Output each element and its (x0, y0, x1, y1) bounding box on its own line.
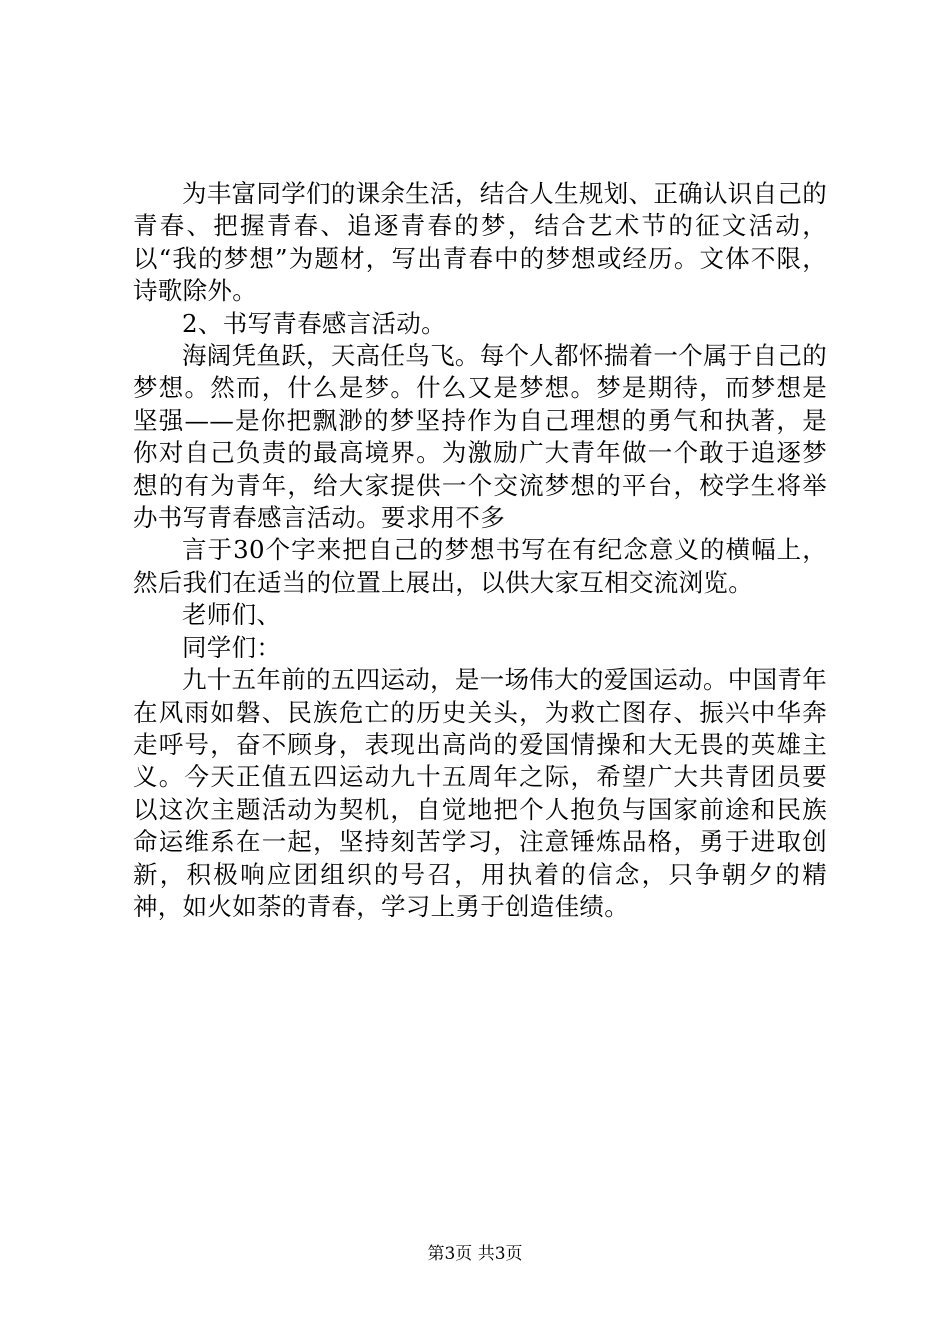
paragraph-essay-activity: 为丰富同学们的课余生活，结合人生规划、正确认识自己的青春、把握青春、追逐青春的梦，结合艺术节的征文活动，以“我的梦想”为题材，写出青春中的梦想或经历。文体不限，诗歌除外。 (133, 179, 827, 306)
paragraph-salutation-students: 同学们： (182, 632, 282, 662)
document-body (133, 178, 827, 923)
paragraph-banner-requirement: 言于30个字来把自己的梦想书写在有纪念意义的横幅上，然后我们在适当的位置上展出，以供大家互相交流浏览。 (133, 535, 827, 597)
paragraph-may-fourth: 九十五年前的五四运动，是一场伟大的爱国运动。中国青年在风雨如磐、民族危亡的历史关头，为救亡图存、振兴中华奔走呼号，奋不顾身，表现出高尚的爱国情操和大无畏的英雄主义。今天正值五四运动九十五周年之际，希望广大共青团员要以这次主题活动为契机，自觉地把个人抱负与国家前途和民族命运维系在一起，坚持刻苦学习，注意锤炼品格，勇于进取创新，积极响应团组织的号召，用执着的信念，只争朝夕的精神，如火如荼的青春，学习上勇于创造佳绩。 (133, 665, 827, 921)
page-number-footer: 第3页 共3页 (427, 1244, 523, 1264)
paragraph-dream-intro: 海阔凭鱼跃，天高任鸟飞。每个人都怀揣着一个属于自己的梦想。然而，什么是梦。什么又是梦想。梦是期待，而梦想是坚强——是你把飘渺的梦坚持作为自己理想的勇气和执著，是你对自己负责的最高境界。为激励广大青年做一个敢于追逐梦想的有为青年，给大家提供一个交流梦想的平台，校学生将举办书写青春感言活动。要求用不多 (133, 341, 827, 533)
paragraph-section-heading: 2、书写青春感言活动。 (182, 308, 446, 338)
paragraph-salutation-teachers: 老师们、 (182, 600, 282, 630)
